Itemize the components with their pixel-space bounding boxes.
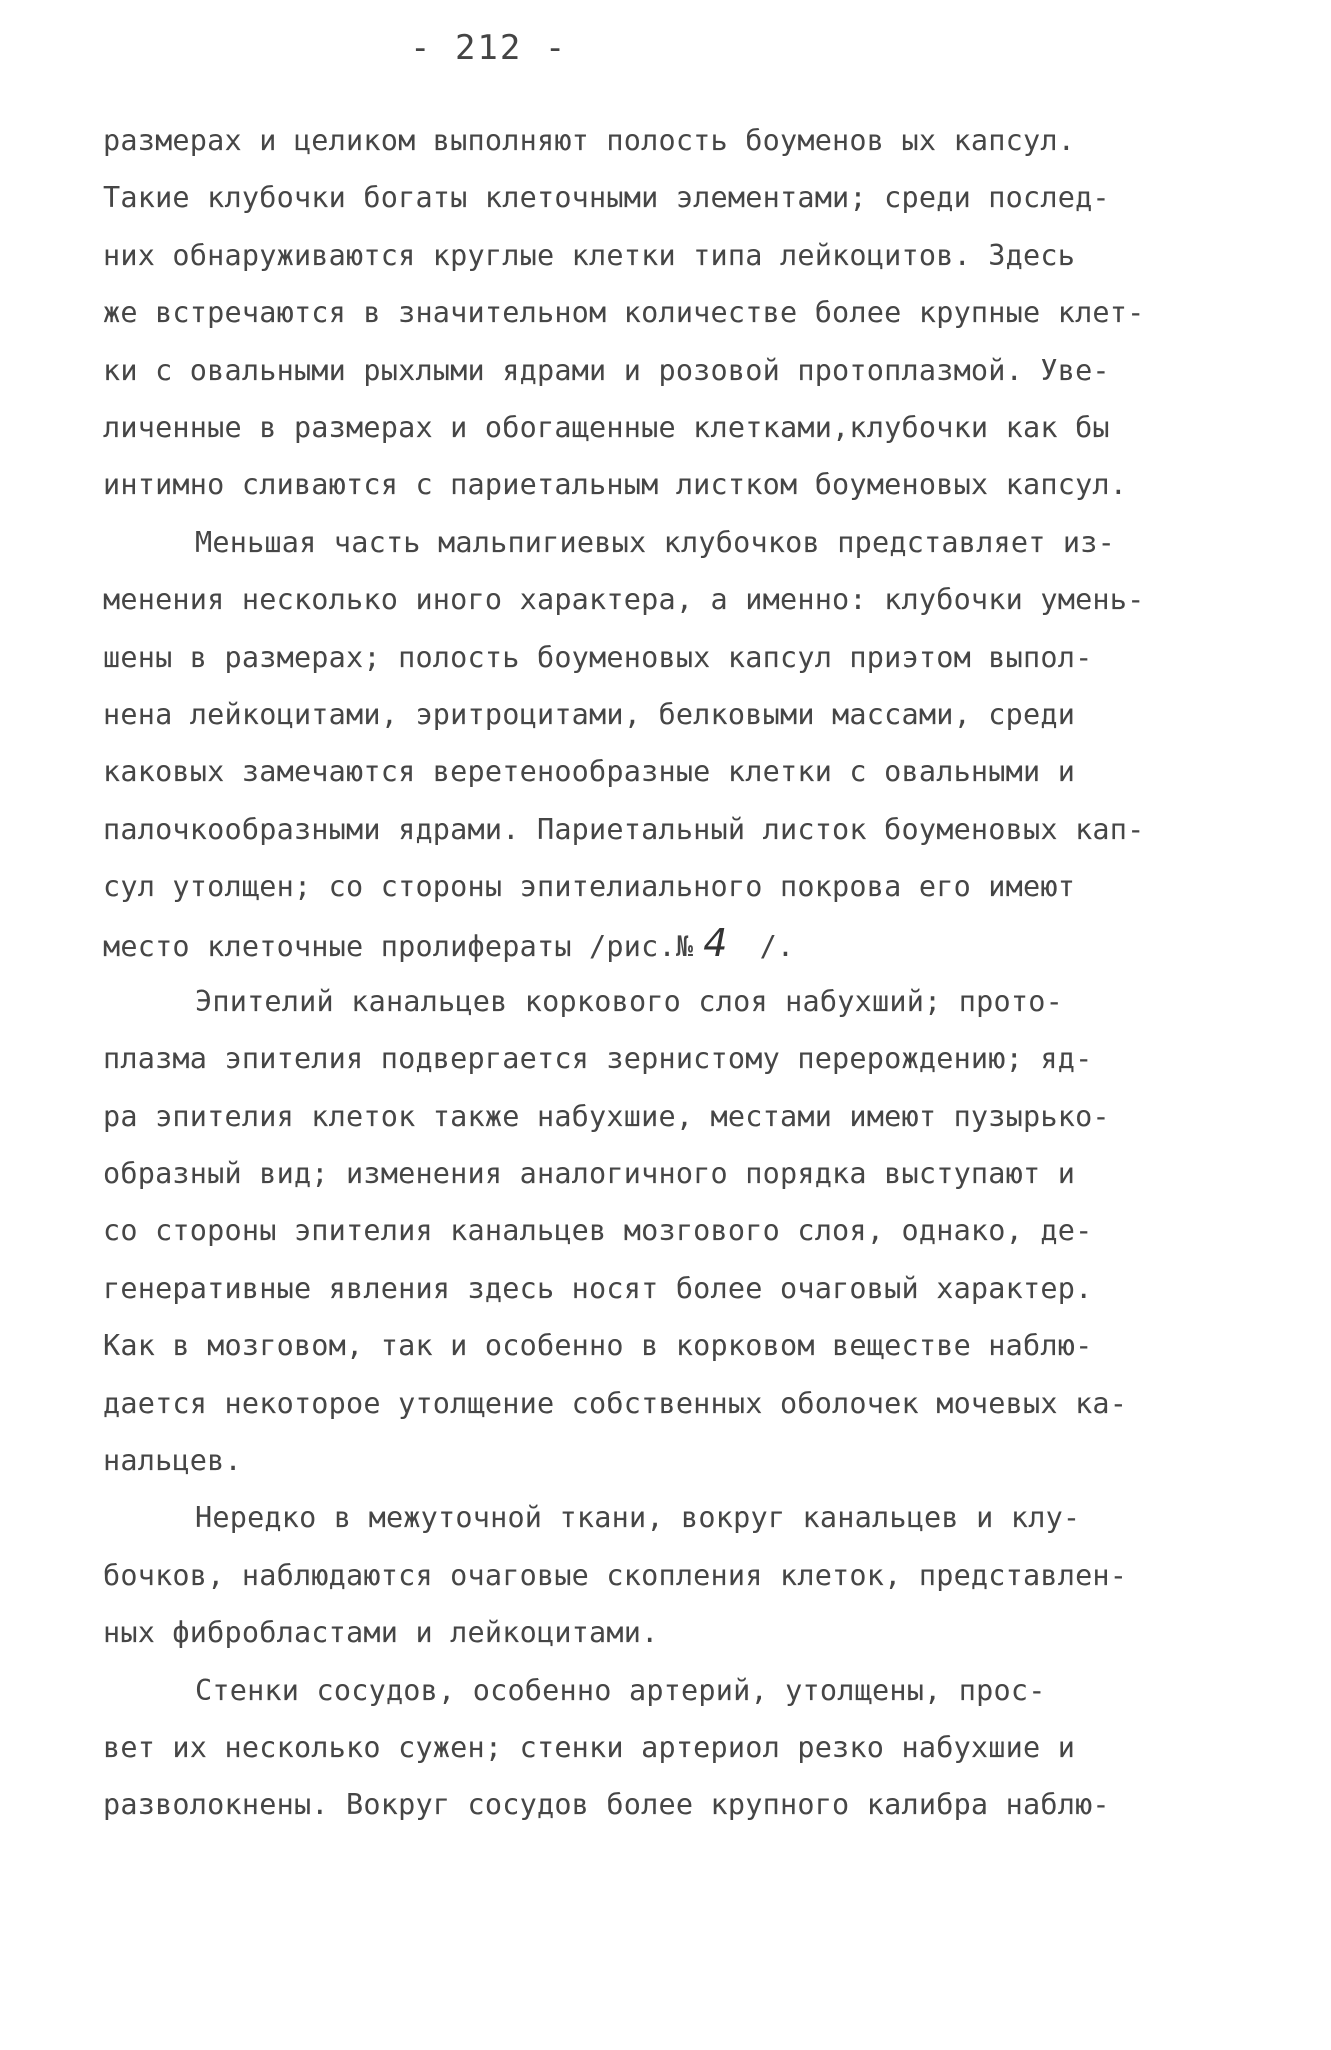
- paragraph-first-line: Нередко в межуточной ткани, вокруг канальцев и клу-: [195, 1501, 1081, 1535]
- text-line: палочкообразными ядрами. Париетальный листок боуменовых кап-: [103, 812, 1145, 846]
- text-line: плазма эпителия подвергается зернистому перерождению; яд-: [103, 1042, 1093, 1076]
- text-line: размерах и целиком выполняют полость боуменов ых капсул.: [103, 124, 1076, 157]
- text-line: Такие клубочки богаты клеточными элементами; среди послед-: [103, 181, 1110, 215]
- text-line: ки с овальными рыхлыми ядрами и розовой протоплазмой. Уве-: [103, 353, 1110, 387]
- text-line: интимно сливаются с париетальным листком боуменовых капсул.: [103, 468, 1128, 502]
- figure-reference-suffix: /.: [759, 930, 795, 964]
- paragraph-first-line: Эпителий канальцев коркового слоя набухший; прото-: [195, 984, 1063, 1018]
- text-line: менения несколько иного характера, а именно: клубочки умень-: [103, 583, 1145, 617]
- text-line: личенные в размерах и обогащенные клетками,клубочки как бы: [103, 410, 1110, 444]
- text-line: них обнаруживаются круглые клетки типа лейкоцитов. Здесь: [103, 238, 1076, 272]
- handwritten-figure-number: 4: [703, 921, 728, 966]
- text-line: со стороны эпителия канальцев мозгового слоя, однако, де-: [103, 1214, 1093, 1248]
- paragraph-first-line: Меньшая часть мальпигиевых клубочков представляет из-: [195, 525, 1115, 559]
- body-text: [103, 112, 1223, 1834]
- text-line: ра эпителия клеток также набухшие, местами имеют пузырько-: [103, 1099, 1110, 1133]
- figure-reference-line: [103, 915, 1223, 972]
- page-number: - 212 -: [410, 28, 568, 68]
- text-line: бочков, наблюдаются очаговые скопления клеток, представлен-: [103, 1558, 1128, 1592]
- text-line: сул утолщен; со стороны эпителиального покрова его имеют: [103, 870, 1076, 904]
- text-line: вет их несколько сужен; стенки артериол резко набухшие и: [103, 1730, 1076, 1764]
- text-line: нена лейкоцитами, эритроцитами, белковыми массами, среди: [103, 697, 1076, 731]
- text-line: нальцев.: [103, 1443, 242, 1477]
- figure-reference-prefix: место клеточные пролифераты /рис.№: [103, 930, 694, 964]
- text-line: шены в размерах; полость боуменовых капсул приэтом выпол-: [103, 640, 1093, 674]
- text-line: же встречаются в значительном количестве более крупные клет-: [103, 296, 1145, 330]
- paragraph-first-line: Стенки сосудов, особенно артерий, утолщены, прос-: [195, 1673, 1046, 1707]
- text-line: дается некоторое утолщение собственных оболочек мочевых ка-: [103, 1386, 1128, 1420]
- text-line: разволокнены. Вокруг сосудов более крупного калибра наблю-: [103, 1788, 1110, 1822]
- text-line: генеративные явления здесь носят более очаговый характер.: [103, 1271, 1093, 1305]
- text-line: ных фибробластами и лейкоцитами.: [103, 1616, 659, 1650]
- text-line: Как в мозговом, так и особенно в корковом веществе наблю-: [103, 1329, 1093, 1363]
- text-line: каковых замечаются веретенообразные клетки с овальными и: [103, 755, 1076, 789]
- text-line: образный вид; изменения аналогичного порядка выступают и: [103, 1157, 1076, 1191]
